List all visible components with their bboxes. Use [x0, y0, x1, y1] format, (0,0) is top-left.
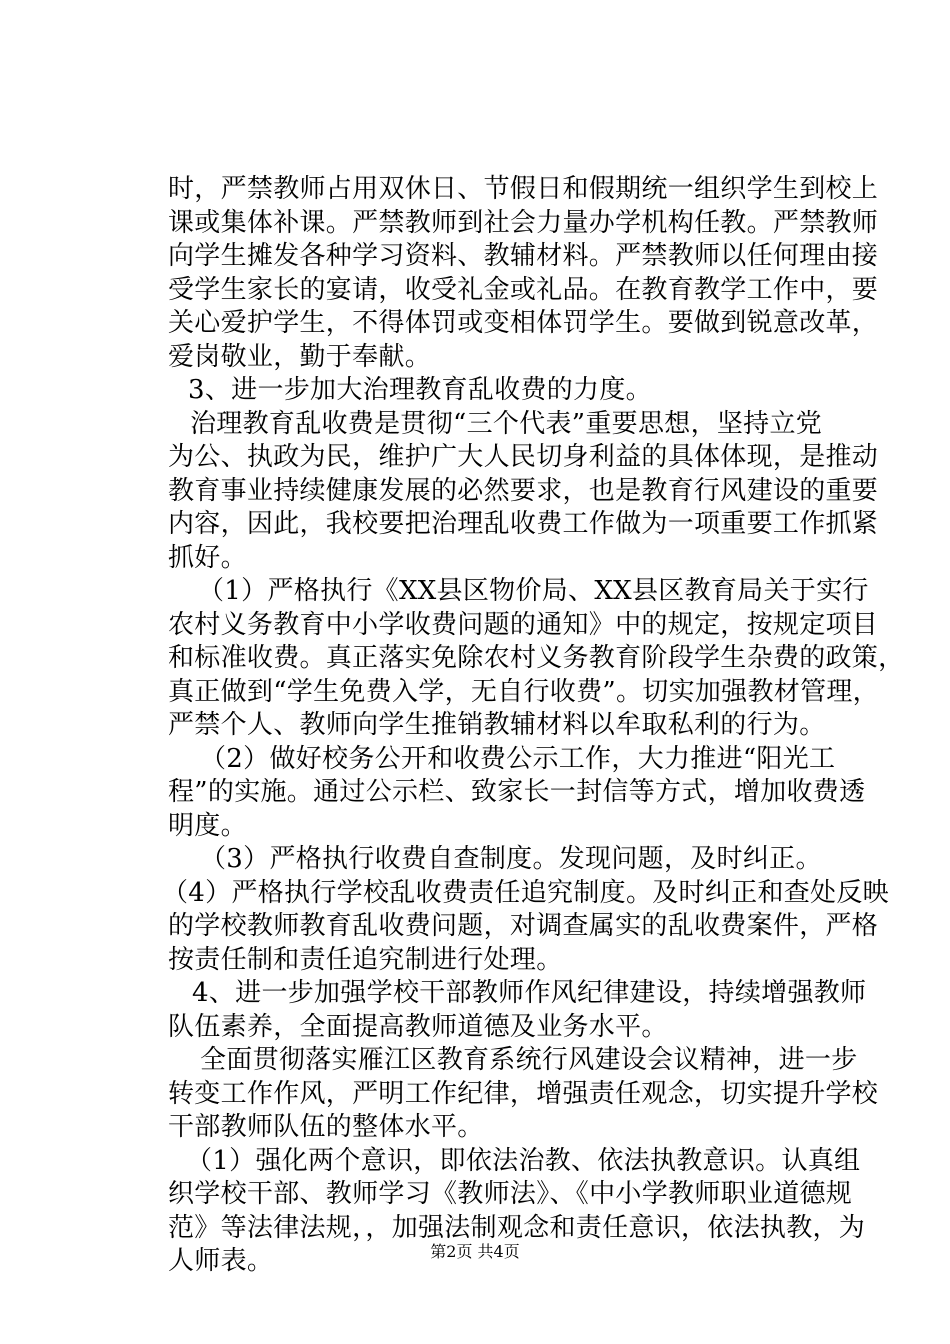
section-heading: 3、进一步加大治理教育乱收费的力度。 — [188, 375, 652, 405]
text-line: 内容，因此，我校要把治理乱收费工作做为一项重要工作抓紧 — [168, 509, 879, 539]
text-line: （4）严格执行学校乱收费责任追究制度。及时纠正和查处反映 — [162, 877, 889, 908]
text-line: 抓好。 — [168, 542, 247, 573]
text-line: 织学校干部、教师学习《教师法》、《中小学教师职业道德规 — [168, 1179, 853, 1209]
text-line: 和标准收费。真正落实免除农村义务教育阶段学生杂费的政策， — [168, 643, 905, 673]
text-line: 按责任制和责任追究制进行处理。 — [168, 944, 563, 975]
text-line: （1）强化两个意识，即依法治教、依法执教意识。认真组 — [186, 1145, 861, 1176]
text-line: 爱岗敬业，勤于奉献。 — [168, 341, 432, 372]
text-line: （1）严格执行《XX县区物价局、XX县区教育局关于实行 — [198, 576, 869, 606]
text-line: （2）做好校务公开和收费公示工作，大力推进“阳光工 — [200, 743, 836, 774]
text-line: 关心爱护学生，不得体罚或变相体罚学生。要做到锐意改革， — [168, 308, 879, 338]
text-line: 时，严禁教师占用双休日、节假日和假期统一组织学生到校上 — [168, 174, 879, 204]
text-line: 人师表。 — [168, 1246, 274, 1276]
text-line: 的学校教师教育乱收费问题，对调查属实的乱收费案件，严格 — [168, 911, 879, 941]
document-body — [162, 173, 905, 1279]
text-line: 真正做到“学生免费入学，无自行收费”。切实加强教材管理， — [168, 676, 879, 707]
section-heading: 4、进一步加强学校干部教师作风纪律建设，持续增强教师 — [192, 978, 867, 1008]
text-line: 干部教师队伍的整体水平。 — [168, 1112, 484, 1142]
text-line: 程”的实施。通过公示栏、致家长一封信等方式，增加收费透 — [168, 777, 866, 807]
text-line: 农村义务教育中小学收费问题的通知》中的规定，按规定项目 — [168, 609, 879, 640]
text-line: 受学生家长的宴请，收受礼金或礼品。在教育教学工作中，要 — [168, 274, 879, 305]
text-line: 治理教育乱收费是贯彻“三个代表”重要思想，坚持立党 — [190, 408, 823, 439]
text-line: 范》等法律法规，，加强法制观念和责任意识，依法执教，为 — [168, 1212, 866, 1243]
text-line: 明度。 — [168, 810, 247, 841]
text-line: 课或集体补课。严禁教师到社会力量办学机构任教。严禁教师 — [168, 207, 879, 238]
page-number-label: 第2页 共4页 — [430, 1242, 520, 1261]
text-line: 转变工作作风，严明工作纪律，增强责任观念，切实提升学校 — [168, 1078, 879, 1109]
text-line: 为公、执政为民，维护广大人民切身利益的具体体现，是推动 — [168, 442, 879, 472]
page-footer — [0, 1242, 950, 1262]
text-line: （3）严格执行收费自查制度。发现问题，及时纠正。 — [200, 844, 822, 874]
text-line: 全面贯彻落实雁江区教育系统行风建设会议精神，进一步 — [200, 1045, 858, 1075]
text-line: 向学生摊发各种学习资料、教辅材料。严禁教师以任何理由接 — [168, 241, 879, 271]
text-line: 严禁个人、教师向学生推销教辅材料以牟取私利的行为。 — [168, 710, 826, 740]
text-line: 教育事业持续健康发展的必然要求，也是教育行风建设的重要 — [168, 475, 879, 506]
text-line: 队伍素养，全面提高教师道德及业务水平。 — [168, 1011, 668, 1042]
